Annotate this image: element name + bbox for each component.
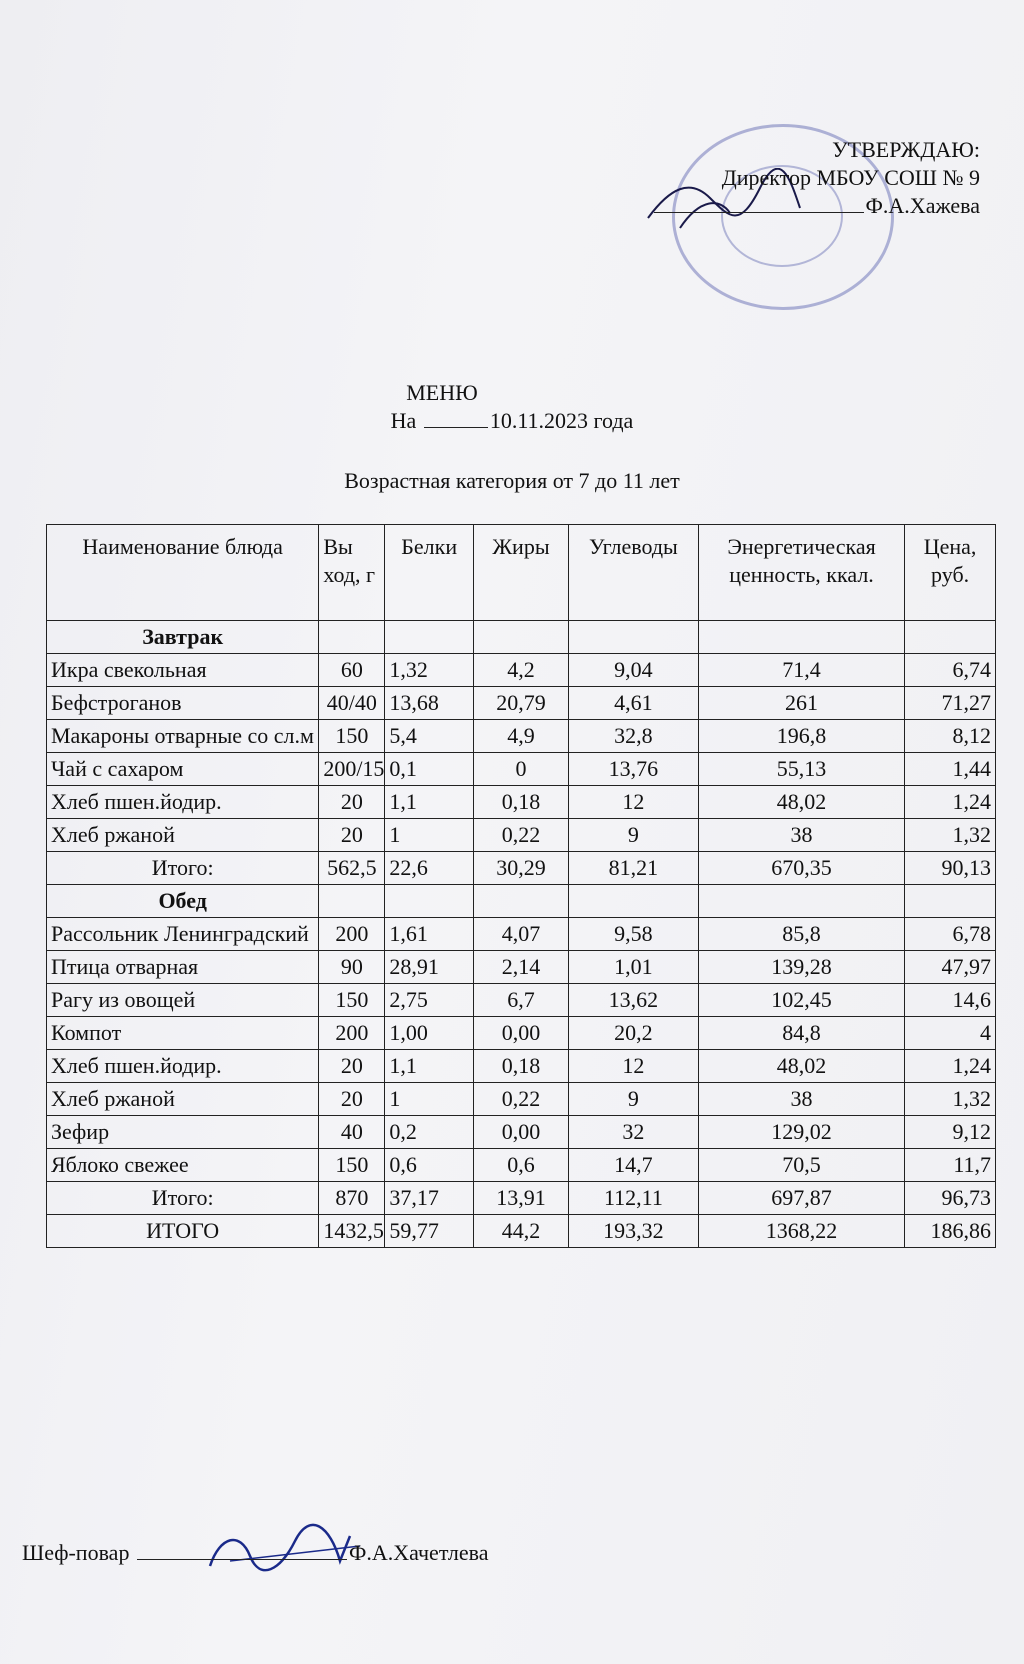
value-cell: 4,07 xyxy=(474,918,569,951)
menu-date xyxy=(0,408,1024,434)
section-title: Завтрак xyxy=(47,621,319,654)
date-value: 10.11.2023 года xyxy=(489,408,634,433)
value-cell: 1,24 xyxy=(905,786,996,819)
section-row xyxy=(47,621,996,654)
table-row xyxy=(47,654,996,687)
empty-cell xyxy=(385,621,474,654)
value-cell: 9 xyxy=(568,819,698,852)
dish-name-cell: Хлеб ржаной xyxy=(47,819,319,852)
col-header: Жиры xyxy=(474,525,569,621)
table-row xyxy=(47,819,996,852)
empty-cell xyxy=(474,621,569,654)
col-header: Наименование блюда xyxy=(47,525,319,621)
col-header: Углеводы xyxy=(568,525,698,621)
dish-name-cell: Хлеб пшен.йодир. xyxy=(47,1050,319,1083)
value-cell: 2,14 xyxy=(474,951,569,984)
chef-sign-line xyxy=(137,1559,347,1560)
value-cell: 14,6 xyxy=(905,984,996,1017)
value-cell: 1,32 xyxy=(905,819,996,852)
value-cell: 0 xyxy=(474,753,569,786)
value-cell: 20 xyxy=(319,819,385,852)
value-cell: 196,8 xyxy=(698,720,904,753)
value-cell: 12 xyxy=(568,786,698,819)
value-cell: 9,58 xyxy=(568,918,698,951)
value-cell: 32,8 xyxy=(568,720,698,753)
value-cell: 11,7 xyxy=(905,1149,996,1182)
dish-name-cell: Рассольник Ленинградский xyxy=(47,918,319,951)
value-cell: 0,22 xyxy=(474,819,569,852)
col-header: Белки xyxy=(385,525,474,621)
value-cell: 59,77 xyxy=(385,1215,474,1248)
value-cell: 55,13 xyxy=(698,753,904,786)
dish-name-cell: Макароны отварные со сл.м xyxy=(47,720,319,753)
empty-cell xyxy=(319,621,385,654)
empty-cell xyxy=(698,621,904,654)
value-cell: 139,28 xyxy=(698,951,904,984)
value-cell: 6,78 xyxy=(905,918,996,951)
value-cell: 9,04 xyxy=(568,654,698,687)
value-cell: 9,12 xyxy=(905,1116,996,1149)
value-cell: 47,97 xyxy=(905,951,996,984)
dish-name-cell: Птица отварная xyxy=(47,951,319,984)
table-row xyxy=(47,687,996,720)
value-cell: 14,7 xyxy=(568,1149,698,1182)
value-cell: 20 xyxy=(319,786,385,819)
section-title: Обед xyxy=(47,885,319,918)
grand-total-row xyxy=(47,1215,996,1248)
value-cell: 4,2 xyxy=(474,654,569,687)
value-cell: 0,6 xyxy=(385,1149,474,1182)
value-cell: 38 xyxy=(698,819,904,852)
empty-cell xyxy=(905,885,996,918)
value-cell: 1,61 xyxy=(385,918,474,951)
subtotal-row xyxy=(47,852,996,885)
age-category: Возрастная категория от 7 до 11 лет xyxy=(344,468,680,493)
approval-name: Ф.А.Хажева xyxy=(865,193,980,218)
value-cell: 0,18 xyxy=(474,786,569,819)
value-cell: 2,75 xyxy=(385,984,474,1017)
value-cell: 13,62 xyxy=(568,984,698,1017)
value-cell: 8,12 xyxy=(905,720,996,753)
value-cell: 20,2 xyxy=(568,1017,698,1050)
value-cell: 1368,22 xyxy=(698,1215,904,1248)
value-cell: 200 xyxy=(319,1017,385,1050)
dish-name-cell: Компот xyxy=(47,1017,319,1050)
value-cell: 13,91 xyxy=(474,1182,569,1215)
value-cell: 6,74 xyxy=(905,654,996,687)
subtotal-row xyxy=(47,1182,996,1215)
dish-name-cell: Хлеб пшен.йодир. xyxy=(47,786,319,819)
value-cell: 1,00 xyxy=(385,1017,474,1050)
empty-cell xyxy=(319,885,385,918)
value-cell: 1,1 xyxy=(385,786,474,819)
value-cell: 1,24 xyxy=(905,1050,996,1083)
value-cell: 193,32 xyxy=(568,1215,698,1248)
value-cell: 1,32 xyxy=(905,1083,996,1116)
signature-line xyxy=(654,212,864,213)
value-cell: 0,00 xyxy=(474,1017,569,1050)
dish-name-cell: Зефир xyxy=(47,1116,319,1149)
table-row xyxy=(47,1017,996,1050)
approval-position: Директор МБОУ СОШ № 9 xyxy=(721,165,980,190)
value-cell: 5,4 xyxy=(385,720,474,753)
col-header: Энергетическая ценность, ккал. xyxy=(698,525,904,621)
value-cell: 1 xyxy=(385,819,474,852)
dish-name-cell: Хлеб ржаной xyxy=(47,1083,319,1116)
menu-table xyxy=(46,524,996,1248)
chef-title: Шеф-повар xyxy=(22,1540,130,1565)
chef-signature-line xyxy=(22,1540,489,1566)
empty-cell xyxy=(568,621,698,654)
value-cell: 13,68 xyxy=(385,687,474,720)
value-cell: 32 xyxy=(568,1116,698,1149)
value-cell: 71,4 xyxy=(698,654,904,687)
date-prefix: На xyxy=(390,408,417,433)
value-cell: 186,86 xyxy=(905,1215,996,1248)
value-cell: 200/15 xyxy=(319,753,385,786)
value-cell: 81,21 xyxy=(568,852,698,885)
empty-cell xyxy=(568,885,698,918)
value-cell: 84,8 xyxy=(698,1017,904,1050)
value-cell: 20 xyxy=(319,1083,385,1116)
table-row xyxy=(47,1149,996,1182)
dish-name-cell: Рагу из овощей xyxy=(47,984,319,1017)
value-cell: 562,5 xyxy=(319,852,385,885)
value-cell: 1,1 xyxy=(385,1050,474,1083)
value-cell: 1,32 xyxy=(385,654,474,687)
value-cell: 37,17 xyxy=(385,1182,474,1215)
value-cell: 44,2 xyxy=(474,1215,569,1248)
value-cell: 71,27 xyxy=(905,687,996,720)
value-cell: 20 xyxy=(319,1050,385,1083)
chef-name: Ф.А.Хачетлева xyxy=(348,1540,489,1565)
empty-cell xyxy=(385,885,474,918)
value-cell: 4,61 xyxy=(568,687,698,720)
value-cell: 12 xyxy=(568,1050,698,1083)
dish-name-cell: ИТОГО xyxy=(47,1215,319,1248)
value-cell: 0,00 xyxy=(474,1116,569,1149)
value-cell: 0,1 xyxy=(385,753,474,786)
empty-cell xyxy=(698,885,904,918)
value-cell: 28,91 xyxy=(385,951,474,984)
value-cell: 90 xyxy=(319,951,385,984)
value-cell: 129,02 xyxy=(698,1116,904,1149)
empty-cell xyxy=(474,885,569,918)
col-header: Вы ход, г xyxy=(319,525,385,621)
table-row xyxy=(47,951,996,984)
value-cell: 0,2 xyxy=(385,1116,474,1149)
dish-name-cell: Бефстроганов xyxy=(47,687,319,720)
empty-cell xyxy=(905,621,996,654)
value-cell: 48,02 xyxy=(698,1050,904,1083)
value-cell: 697,87 xyxy=(698,1182,904,1215)
table-row xyxy=(47,1116,996,1149)
value-cell: 1 xyxy=(385,1083,474,1116)
value-cell: 1432,5 xyxy=(319,1215,385,1248)
dish-name-cell: Итого: xyxy=(47,852,319,885)
value-cell: 70,5 xyxy=(698,1149,904,1182)
value-cell: 1,01 xyxy=(568,951,698,984)
value-cell: 0,22 xyxy=(474,1083,569,1116)
value-cell: 48,02 xyxy=(698,786,904,819)
value-cell: 13,76 xyxy=(568,753,698,786)
value-cell: 0,6 xyxy=(474,1149,569,1182)
dish-name-cell: Итого: xyxy=(47,1182,319,1215)
date-blank-line xyxy=(424,427,488,428)
value-cell: 96,73 xyxy=(905,1182,996,1215)
table-header-row xyxy=(47,525,996,621)
value-cell: 150 xyxy=(319,1149,385,1182)
value-cell: 85,8 xyxy=(698,918,904,951)
value-cell: 112,11 xyxy=(568,1182,698,1215)
dish-name-cell: Икра свекольная xyxy=(47,654,319,687)
value-cell: 90,13 xyxy=(905,852,996,885)
value-cell: 9 xyxy=(568,1083,698,1116)
table-row xyxy=(47,753,996,786)
value-cell: 38 xyxy=(698,1083,904,1116)
value-cell: 670,35 xyxy=(698,852,904,885)
value-cell: 200 xyxy=(319,918,385,951)
table-row xyxy=(47,786,996,819)
table-row xyxy=(47,1083,996,1116)
value-cell: 60 xyxy=(319,654,385,687)
col-header: Цена, руб. xyxy=(905,525,996,621)
value-cell: 870 xyxy=(319,1182,385,1215)
value-cell: 22,6 xyxy=(385,852,474,885)
value-cell: 150 xyxy=(319,984,385,1017)
approval-title: УТВЕРЖДАЮ: xyxy=(832,137,980,162)
value-cell: 30,29 xyxy=(474,852,569,885)
approval-block xyxy=(654,136,980,220)
value-cell: 261 xyxy=(698,687,904,720)
value-cell: 4,9 xyxy=(474,720,569,753)
table-row xyxy=(47,720,996,753)
value-cell: 102,45 xyxy=(698,984,904,1017)
value-cell: 20,79 xyxy=(474,687,569,720)
table-row xyxy=(47,1050,996,1083)
dish-name-cell: Яблоко свежее xyxy=(47,1149,319,1182)
value-cell: 40 xyxy=(319,1116,385,1149)
menu-title: МЕНЮ xyxy=(406,380,478,405)
value-cell: 4 xyxy=(905,1017,996,1050)
value-cell: 40/40 xyxy=(319,687,385,720)
value-cell: 150 xyxy=(319,720,385,753)
value-cell: 1,44 xyxy=(905,753,996,786)
value-cell: 0,18 xyxy=(474,1050,569,1083)
dish-name-cell: Чай с сахаром xyxy=(47,753,319,786)
section-row xyxy=(47,885,996,918)
table-row xyxy=(47,918,996,951)
value-cell: 6,7 xyxy=(474,984,569,1017)
table-row xyxy=(47,984,996,1017)
